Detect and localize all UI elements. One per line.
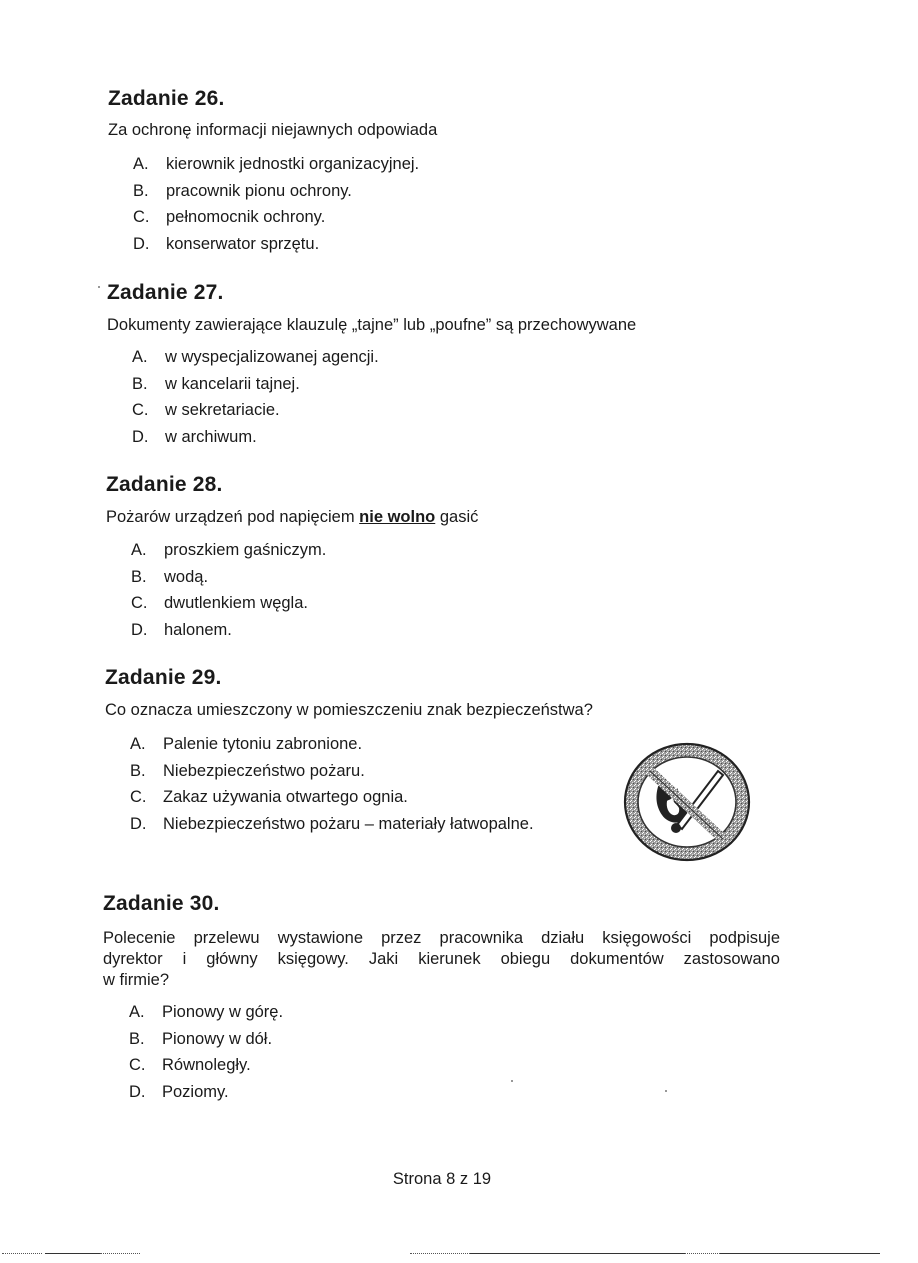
option-c bbox=[129, 1056, 283, 1083]
option-letter: D. bbox=[129, 1082, 146, 1101]
task-title: Zadanie 26. bbox=[108, 87, 225, 110]
option-b bbox=[132, 375, 379, 402]
option-a bbox=[131, 541, 326, 568]
page-number: Strona 8 z 19 bbox=[392, 1170, 492, 1188]
task-title: Zadanie 28. bbox=[106, 473, 223, 496]
scan-edge-line bbox=[470, 1253, 685, 1254]
option-letter: B. bbox=[130, 761, 146, 780]
option-a bbox=[130, 735, 534, 762]
option-letter: B. bbox=[133, 181, 149, 200]
option-letter: C. bbox=[132, 401, 149, 419]
option-b bbox=[129, 1030, 283, 1057]
task-title: Zadanie 30. bbox=[103, 892, 220, 915]
option-letter: B. bbox=[131, 567, 147, 586]
option-a bbox=[129, 1003, 283, 1030]
option-letter: D. bbox=[130, 814, 147, 833]
option-a bbox=[133, 155, 419, 182]
scan-edge-line bbox=[720, 1253, 880, 1254]
task-title: Zadanie 27. bbox=[107, 281, 224, 304]
option-letter: D. bbox=[133, 234, 150, 253]
page-footer bbox=[0, 1170, 918, 1189]
option-c bbox=[131, 594, 326, 621]
scan-edge-line bbox=[410, 1253, 470, 1254]
option-c bbox=[133, 208, 419, 235]
answer-options bbox=[130, 735, 534, 841]
scan-speck bbox=[511, 1080, 513, 1082]
option-letter: A. bbox=[129, 1003, 145, 1021]
scan-edge-line bbox=[45, 1253, 100, 1254]
option-d bbox=[130, 815, 534, 842]
option-d bbox=[132, 428, 379, 455]
option-text: Niebezpieczeństwo pożaru – materiały łatwopalne. bbox=[163, 814, 534, 833]
option-d bbox=[131, 621, 326, 648]
question-line: w firmie? bbox=[103, 971, 170, 989]
option-text: Zakaz używania otwartego ognia. bbox=[163, 788, 408, 806]
option-d bbox=[129, 1083, 283, 1110]
question-line: Polecenie przelewu wystawione przez pracownika działu księgowości podpisuje bbox=[103, 929, 780, 947]
option-letter: B. bbox=[132, 374, 148, 393]
option-text: w wyspecjalizowanej agencji. bbox=[165, 348, 379, 366]
option-text: w archiwum. bbox=[165, 427, 257, 446]
task-title: Zadanie 29. bbox=[105, 666, 222, 689]
question-emphasis: nie wolno bbox=[359, 508, 436, 526]
option-letter: C. bbox=[130, 788, 147, 806]
answer-options bbox=[132, 348, 379, 454]
option-b bbox=[131, 568, 326, 595]
option-a bbox=[132, 348, 379, 375]
option-letter: D. bbox=[131, 620, 148, 639]
option-letter: D. bbox=[132, 427, 149, 446]
option-b bbox=[130, 762, 534, 789]
answer-options bbox=[131, 541, 326, 647]
option-text: proszkiem gaśniczym. bbox=[164, 541, 327, 559]
option-text: Niebezpieczeństwo pożaru. bbox=[163, 761, 365, 780]
option-text: dwutlenkiem węgla. bbox=[164, 594, 308, 612]
scan-edge-line bbox=[2, 1253, 42, 1254]
option-letter: A. bbox=[130, 735, 146, 753]
option-text: Równoległy. bbox=[162, 1056, 251, 1074]
scan-speck bbox=[665, 1090, 667, 1092]
option-text: Palenie tytoniu zabronione. bbox=[163, 735, 363, 753]
question-line: dyrektor i główny księgowy. Jaki kierunek obiegu dokumentów zastosowano bbox=[103, 950, 780, 968]
option-letter: A. bbox=[131, 541, 147, 559]
no-open-flame-sign-icon bbox=[622, 741, 752, 863]
option-letter: C. bbox=[129, 1056, 146, 1074]
option-c bbox=[130, 788, 534, 815]
task-question: Co oznacza umieszczony w pomieszczeniu znak bezpieczeństwa? bbox=[105, 701, 593, 719]
answer-options bbox=[133, 155, 419, 261]
option-text: kierownik jednostki organizacyjnej. bbox=[166, 155, 420, 173]
option-d bbox=[133, 235, 419, 262]
scan-edge-line bbox=[685, 1253, 720, 1254]
task-question bbox=[103, 928, 780, 991]
question-text-start: Pożarów urządzeń pod napięciem bbox=[106, 508, 355, 526]
option-text: w kancelarii tajnej. bbox=[165, 374, 300, 393]
option-text: pracownik pionu ochrony. bbox=[166, 181, 352, 200]
answer-options bbox=[129, 1003, 283, 1109]
option-text: pełnomocnik ochrony. bbox=[166, 208, 326, 226]
option-text: halonem. bbox=[164, 620, 232, 639]
option-letter: C. bbox=[131, 594, 148, 612]
option-text: Poziomy. bbox=[162, 1082, 229, 1101]
option-c bbox=[132, 401, 379, 428]
option-letter: B. bbox=[129, 1029, 145, 1048]
option-text: w sekretariacie. bbox=[165, 401, 280, 419]
option-b bbox=[133, 182, 419, 209]
scan-speck bbox=[98, 286, 100, 288]
option-text: wodą. bbox=[164, 567, 209, 586]
option-letter: C. bbox=[133, 208, 150, 226]
option-letter: A. bbox=[133, 155, 149, 173]
scan-edge-line bbox=[100, 1253, 140, 1254]
option-text: Pionowy w dół. bbox=[162, 1029, 273, 1048]
task-question: Za ochronę informacji niejawnych odpowiada bbox=[108, 121, 438, 139]
option-text: Pionowy w górę. bbox=[162, 1003, 284, 1021]
task-question bbox=[106, 508, 478, 527]
option-text: konserwator sprzętu. bbox=[166, 234, 320, 253]
question-text-end: gasić bbox=[439, 508, 479, 526]
option-letter: A. bbox=[132, 348, 148, 366]
task-question: Dokumenty zawierające klauzulę „tajne” lub „poufne” są przechowywane bbox=[107, 316, 637, 334]
